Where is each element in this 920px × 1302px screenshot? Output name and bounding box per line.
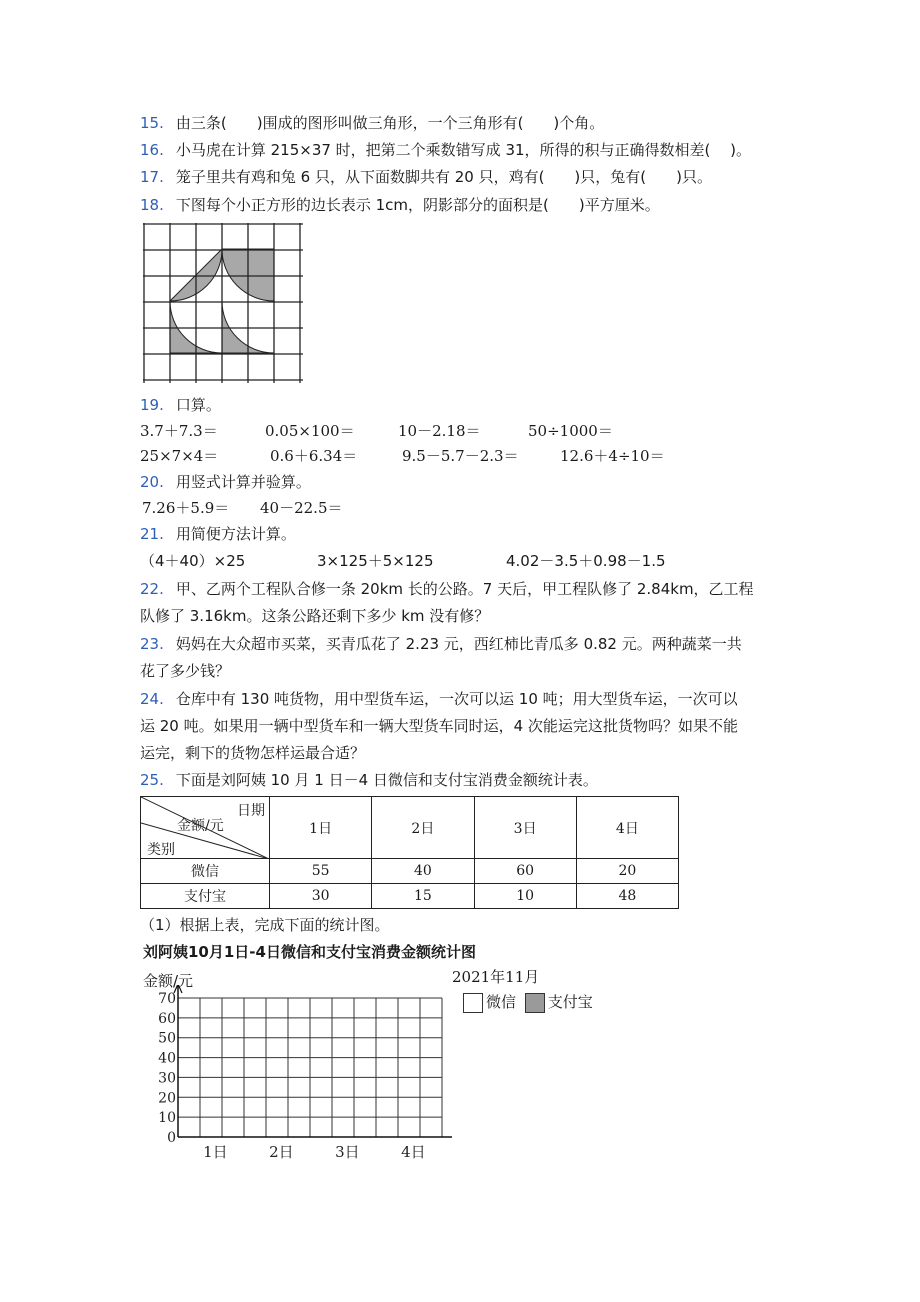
simplify-item: 4.02－3.5＋0.98－1.5 [506,552,666,570]
x-category-label: 4日 [401,1143,426,1161]
question-20 [140,472,311,492]
question-text: 花了多少钱？ [140,662,231,680]
question-24 [140,689,738,709]
mental-math-item: 25×7×4＝ [140,447,219,465]
mental-math-item: 0.6＋6.34＝ [270,447,358,465]
question-text: 笼子里共有鸡和兔 6 只，从下面数脚共有 20 只，鸡有( )只，兔有( )只。 [175,168,712,186]
header-amount: 金额/元 [177,818,224,834]
question-number: 23. [140,635,164,653]
question-text: 由三条( )围成的图形叫做三角形，一个三角形有( )个角。 [175,114,605,132]
table-cell: 48 [576,884,678,909]
row-label: 微信 [141,859,270,884]
table-row [141,884,679,909]
table-cell: 55 [270,859,372,884]
question-24-cont [140,743,365,763]
question-text: 小马虎在计算 215×37 时，把第二个乘数错写成 31，所得的积与正确得数相差( )。 [175,141,752,159]
question-text: 队修了 3.16km。这条公路还剩下多少 km 没有修？ [140,607,490,625]
header-date: 日期 [237,803,265,819]
x-category-label: 3日 [335,1143,360,1161]
legend-label: 微信 [486,993,517,1011]
y-tick-label: 0 [167,1130,176,1146]
chart-ylabel: 金额/元 [143,972,194,990]
table-cell: 20 [576,859,678,884]
y-tick-label: 20 [158,1090,176,1107]
question-17 [140,167,712,187]
question-number: 19. [140,396,164,414]
question-15 [140,113,604,133]
bar-chart-grid [140,985,460,1170]
simplify-item: （4＋40）×25 [140,552,246,570]
y-tick-label: 70 [158,991,176,1007]
question-text: 运 20 吨。如果用一辆中型货车和一辆大型货车同时运，4 次能运完这批货物吗？如果不能 [140,717,738,735]
y-tick-label: 50 [158,1030,176,1047]
question-number: 21. [140,525,164,543]
table-cell: 60 [474,859,576,884]
question-number: 15. [140,114,164,132]
question-number: 24. [140,690,164,708]
question-text: 用竖式计算并验算。 [175,473,311,491]
question-text: 下图每个小正方形的边长表示 1cm，阴影部分的面积是( )平方厘米。 [175,196,660,214]
shaded-grid-figure [142,222,304,384]
question-18 [140,195,660,215]
table-cell: 15 [372,884,474,909]
consumption-table [140,796,679,909]
chart-subtitle: 2021年11月 [452,968,540,986]
mental-math-item: 0.05×100＝ [265,422,355,440]
question-text: 妈妈在大众超市买菜，买青瓜花了 2.23 元，西红柿比青瓜多 0.82 元。两种蔬菜一共 [175,635,742,653]
question-text: 下面是刘阿姨 10 月 1 日－4 日微信和支付宝消费金额统计表。 [175,771,598,789]
question-text: 用简便方法计算。 [175,525,296,543]
table-corner-header [141,797,270,859]
simplify-item: 3×125＋5×125 [317,552,434,570]
table-cell: 10 [474,884,576,909]
chart-legend [463,991,593,1013]
legend-swatch-alipay [525,993,545,1013]
question-22 [140,579,754,599]
question-19 [140,395,221,415]
row-label: 支付宝 [141,884,270,909]
question-number: 25. [140,771,164,789]
table-cell: 30 [270,884,372,909]
question-23 [140,634,742,654]
question-text: 运完，剩下的货物怎样运最合适？ [140,744,366,762]
mental-math-item: 12.6＋4÷10＝ [560,447,665,465]
question-number: 18. [140,196,164,214]
y-tick-label: 10 [158,1110,176,1127]
table-cell: 40 [372,859,474,884]
question-number: 17. [140,168,164,186]
question-23-cont [140,661,230,681]
chart-title: 刘阿姨10月1日-4日微信和支付宝消费金额统计图 [143,943,476,961]
mental-math-item: 50÷1000＝ [528,422,613,440]
header-type: 类别 [147,842,175,858]
vertical-calc-item: 40－22.5＝ [260,499,343,517]
day-header: 2日 [372,797,474,859]
question-text: 口算。 [175,396,221,414]
question-number: 20. [140,473,164,491]
sub-question-text: （1）根据上表，完成下面的统计图。 [140,916,390,934]
y-tick-label: 30 [158,1070,176,1087]
x-category-label: 1日 [203,1143,228,1161]
table-row [141,859,679,884]
sub-question-1 [140,915,390,935]
question-21 [140,524,296,544]
question-25 [140,770,598,790]
legend-label: 支付宝 [547,993,593,1011]
question-number: 16. [140,141,164,159]
question-text: 仓库中有 130 吨货物，用中型货车运，一次可以运 10 吨；用大型货车运，一次可以 [175,690,738,708]
question-22-cont [140,606,489,626]
mental-math-item: 10－2.18＝ [398,422,481,440]
question-16 [140,140,751,160]
question-text: 甲、乙两个工程队合修一条 20km 长的公路。7 天后，甲工程队修了 2.84km，乙工程 [175,580,754,598]
day-header: 1日 [270,797,372,859]
y-tick-label: 40 [158,1050,176,1067]
mental-math-item: 9.5－5.7－2.3＝ [402,447,519,465]
legend-swatch-wechat [463,993,483,1013]
day-header: 4日 [576,797,678,859]
day-header: 3日 [474,797,576,859]
question-24-cont [140,716,738,736]
question-number: 22. [140,580,164,598]
x-category-label: 2日 [269,1143,294,1161]
y-tick-label: 60 [158,1010,176,1027]
mental-math-item: 3.7＋7.3＝ [140,422,218,440]
vertical-calc-item: 7.26＋5.9＝ [142,499,230,517]
